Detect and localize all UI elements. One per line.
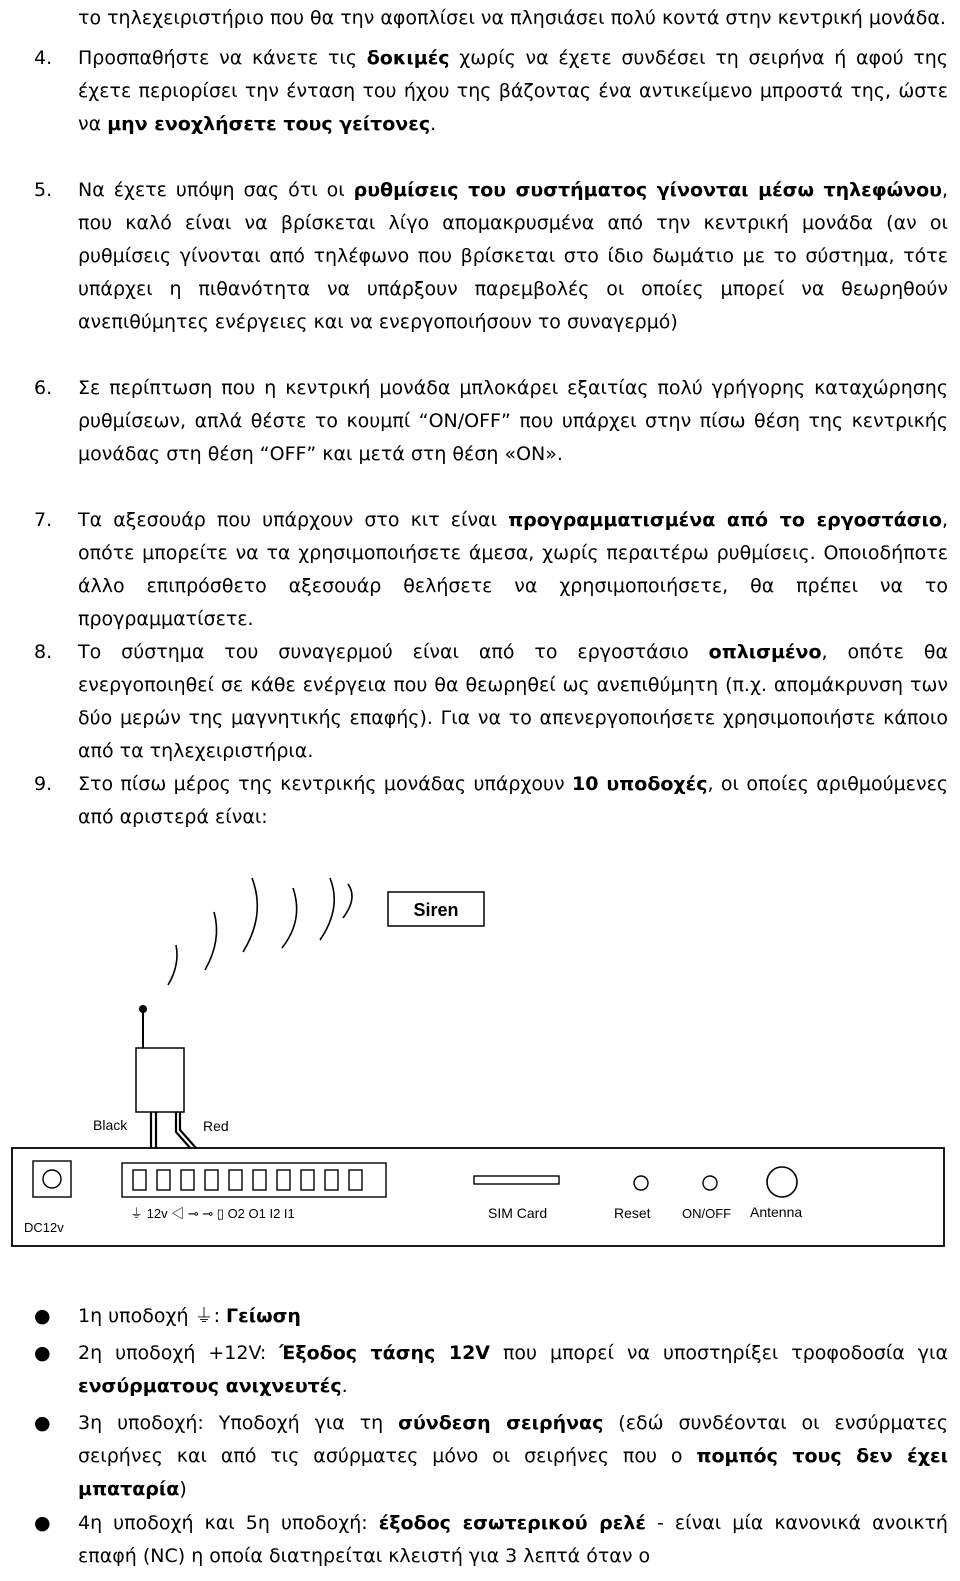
- text-run: , οπότε μπορείτε να τα χρησιμοποιήσετε άμεσα, χωρίς περαιτέρω ρυθμίσεις. Οποιοδήποτε άλλο επιπρόσθετο αξεσουάρ θελήσετε να χρησιμοποιήσετε, θα πρέπει να το προγραμματίσετε.: [78, 509, 948, 630]
- terminal-slot: [277, 1170, 290, 1190]
- list-number: 9.: [34, 773, 53, 795]
- intro-paragraph: [78, 2, 948, 35]
- terminal-slot: [229, 1170, 242, 1190]
- list-number: 4.: [34, 47, 53, 69]
- bold-run: ενσύρματους ανιχνευτές: [78, 1375, 342, 1397]
- text-run: , οπότε θα ενεργοποιηθεί σε κάθε ενέργεια που θα θεωρηθεί ως ανεπιθύμητη (π.χ. απομάκρυνση των δύο μερών της μαγνητικής επαφής). Για να το απενεργοποιήσετε χρησιμοποιήστε κάποιο από τα τηλεχειριστήρια.: [78, 641, 948, 762]
- terminal-slot: [181, 1170, 194, 1190]
- siren-label: Siren: [413, 900, 459, 920]
- list-item-text: [78, 1407, 948, 1506]
- bold-run: πομπός τους δεν έχει μπαταρία: [78, 1445, 948, 1500]
- bullet-icon: ●: [34, 1305, 51, 1327]
- text-run: 2η υποδοχή +12V:: [78, 1342, 280, 1364]
- bullet-icon: ●: [34, 1412, 51, 1434]
- bold-run: Έξοδος τάσης 12V: [279, 1342, 491, 1364]
- bullet-icon: ●: [34, 1342, 51, 1364]
- text-run: 4η υποδοχή και 5η υποδοχή:: [78, 1512, 379, 1534]
- list-number: 6.: [34, 377, 53, 399]
- black-wire-label: Black: [93, 1117, 128, 1133]
- text-run: Προσπαθήστε να κάνετε τις: [78, 47, 367, 69]
- list-item-text: [78, 174, 948, 339]
- text-run: ): [179, 1478, 187, 1500]
- list-number: 5.: [34, 179, 53, 201]
- text-run: 3η υποδοχή: Υποδοχή για τη: [78, 1412, 399, 1434]
- reset-label: Reset: [614, 1205, 651, 1221]
- list-number: 8.: [34, 641, 53, 663]
- dc-jack: [33, 1161, 71, 1197]
- text-run: Στο πίσω μέρος της κεντρικής μονάδας υπάρχουν: [78, 773, 573, 795]
- terminal-slot: [157, 1170, 170, 1190]
- text-run: Το σύστημα του συναγερμού είναι από το εργοστάσιο: [78, 641, 709, 663]
- list-item-text: [78, 1337, 948, 1403]
- terminal-slot: [349, 1170, 362, 1190]
- terminal-slot: [301, 1170, 314, 1190]
- text-run: 1η υποδοχή: [78, 1305, 195, 1327]
- text-run: (εδώ συνδέονται οι ενσύρματες σειρήνες και από τις ασύρματες μόνο οι σειρήνες που ο: [78, 1412, 948, 1467]
- text-run: που μπορεί να υποστηρίξει τροφοδοσία για: [490, 1342, 948, 1364]
- bold-run: σύνδεση σειρήνας: [398, 1412, 604, 1434]
- text-run: , που καλό είναι να βρίσκεται λίγο απομακρυσμένα από την κεντρική μονάδα (αν οι ρυθμίσεις γίνονται από τηλέφωνο που βρίσκεται στο ίδιο δωμάτιο με το σύστημα, τότε υπάρχει η πιθανότητα να υπάρξουν παρεμβολές οι οποίες μπορεί να θεωρηθούν ανεπιθύμητες ενέργειες και να ενεργοποιήσουν το συναγερμό): [78, 179, 948, 333]
- terminal-slot: [325, 1170, 338, 1190]
- terminal-labels: ⏚ 12v ◁ ⊸ ⊸ ▯ O2 O1 I2 I1: [130, 1206, 295, 1221]
- siren-body: [136, 1048, 184, 1112]
- terminal-slot: [205, 1170, 218, 1190]
- antenna-label: Antenna: [750, 1204, 803, 1220]
- list-item-text: [78, 636, 948, 768]
- wiring-diagram: [0, 870, 960, 1290]
- text-run: - είναι μία κανονικά ανοικτή επαφή (NC) η οποία διατηρείται κλειστή για 3 λεπτά όταν ο: [78, 1512, 948, 1567]
- text-run: :: [213, 1305, 227, 1327]
- list-item-text: [78, 372, 948, 471]
- list-item-text: [78, 1507, 948, 1573]
- wiring-diagram-svg: [0, 870, 960, 1290]
- onoff-label: ON/OFF: [682, 1206, 732, 1221]
- list-item-text: [78, 504, 948, 636]
- text-run: .: [430, 113, 437, 135]
- sim-card-slot: [474, 1176, 559, 1184]
- bold-run: δοκιμές: [366, 47, 450, 69]
- text-run: .: [341, 1375, 348, 1397]
- bold-run: ρυθμίσεις του συστήματος γίνονται μέσω τηλεφώνου: [353, 179, 942, 201]
- list-item-text: [78, 1300, 948, 1333]
- terminal-slot: [133, 1170, 146, 1190]
- bold-run: έξοδος εσωτερικού ρελέ: [378, 1512, 646, 1534]
- text-run: Τα αξεσουάρ που υπάρχουν στο κιτ είναι: [78, 509, 509, 531]
- text-run: χωρίς να έχετε συνδέσει τη σειρήνα ή αφού της έχετε περιορίσει την ένταση του ήχου της βάζοντας ένα αντικείμενο μπροστά της, ώστε να: [78, 47, 948, 135]
- text-run: Σε περίπτωση που η κεντρική μονάδα μπλοκάρει εξαιτίας πολύ γρήγορης καταχώρησης ρυθμίσεων, απλά θέστε το κουμπί “ON/OFF” που υπάρχει στην πίσω θέση της κεντρικής μονάδας στη θέση “OFF” και μετά στη θέση «ON».: [78, 377, 948, 465]
- list-item-text: [78, 768, 948, 834]
- bold-run: Γείωση: [226, 1305, 301, 1327]
- red-wire-label: Red: [203, 1118, 229, 1134]
- ground-symbol-icon: ⏚: [194, 1305, 214, 1327]
- bold-run: οπλισμένο: [708, 641, 822, 663]
- bold-run: 10 υποδοχές: [572, 773, 708, 795]
- bullet-icon: ●: [34, 1512, 51, 1534]
- text-run: , οι οποίες αριθμούμενες από αριστερά είναι:: [78, 773, 948, 828]
- terminal-slot: [253, 1170, 266, 1190]
- list-number: 7.: [34, 509, 53, 531]
- dc-label: DC12v: [24, 1220, 64, 1235]
- bold-run: μην ενοχλήσετε τους γείτονες: [107, 113, 431, 135]
- sim-card-label: SIM Card: [488, 1205, 548, 1221]
- wireless-signal-icon: [168, 878, 352, 985]
- bold-run: προγραμματισμένα από το εργοστάσιο: [508, 509, 942, 531]
- intro-text: το τηλεχειριστήριο που θα την αφοπλίσει να πλησιάσει πολύ κοντά στην κεντρική μονάδα.: [78, 7, 946, 29]
- list-item-text: [78, 42, 948, 141]
- text-run: Να έχετε υπόψη σας ότι οι: [78, 179, 354, 201]
